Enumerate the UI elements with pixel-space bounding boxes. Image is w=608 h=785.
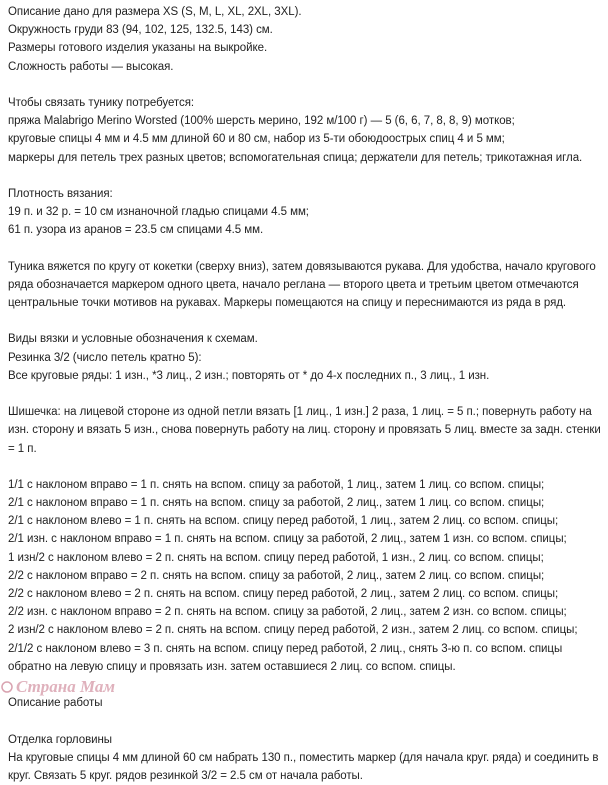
text-line: 1/1 с наклоном вправо = 1 п. снять на вспом. спицу за работой, 1 лиц., затем 1 лиц. со вспом. спицы; [8,478,545,491]
text-line: Шишечка: на лицевой стороне из одной петли вязать [1 лиц., 1 изн.] 2 раза, 1 лиц. = 5 п.; повернуть работу на [8,406,592,419]
section-heading: Отделка горловины [8,733,113,746]
text-line: 19 п. и 32 р. = 10 см изнаночной гладью спицами 4.5 мм; [8,206,309,219]
text-line: Окружность груди 83 (94, 102, 125, 132.5, 143) см. [8,24,273,37]
text-line: изн. сторону и вязать 5 изн., снова повернуть работу на лиц. сторону и провязать 5 лиц. вместе за задн. стенки [8,424,601,437]
text-line: 2/1 с наклоном вправо = 1 п. снять на вспом. спицу за работой, 2 лиц., затем 1 лиц. со вспом. спицы; [8,497,545,510]
section-heading: Описание работы [8,697,103,710]
text-line: 2/1/2 с наклоном влево = 3 п. снять на вспом. спицу перед работой, 2 лиц., снять 3-ю п. со вспом. спицы [8,642,563,655]
text-line: Все круговые ряды: 1 изн., *3 лиц., 2 изн.; повторять от * до 4-х последних п., 3 лиц., 1 изн. [8,369,490,382]
blank-line [8,385,606,403]
blank-line [8,712,606,730]
text-line: Резинка 3/2 (число петель кратно 5): [8,351,202,364]
watermark-text: Страна Мам [16,677,116,696]
document-body [8,3,606,785]
blank-line [8,458,606,476]
text-line: Сложность работы — высокая. [8,60,174,73]
text-line: 2 изн/2 с наклоном влево = 2 п. снять на вспом. спицу перед работой, 2 изн., затем 2 лиц. со вспом. спицы; [8,624,578,637]
text-line: пряжа Malabrigo Merino Worsted (100% шерсть мерино, 192 м/100 г) — 5 (6, 6, 7, 8, 8, 9) мотков; [8,115,515,128]
text-line: Описание дано для размера XS (S, M, L, XL, 2XL, 3XL). [8,6,302,18]
blank-line [8,167,606,185]
text-line: Туника вяжется по кругу от кокетки (сверху вниз), затем довязываются рукава. Для удобства, начало кругового [8,260,596,273]
text-line: центральные точки мотивов на рукавах. Маркеры помещаются на спицу и переснимаются из ряда в ряд. [8,297,567,309]
blank-line [8,312,606,330]
text-line: 61 п. узора из аранов = 23.5 см спицами 4.5 мм. [8,224,264,237]
blank-line [8,676,606,694]
text-line: круговые спицы 4 мм и 4.5 мм длиной 60 и 80 см, набор из 5-ти обоюдоострых спиц 4 и 5 мм; [8,133,505,146]
section-heading: Виды вязки и условные обозначения к схемам. [8,333,258,346]
text-line: 2/2 с наклоном влево = 2 п. снять на вспом. спицу перед работой, 2 лиц., затем 2 лиц. со вспом. спицы; [8,588,559,600]
text-line: 2/1 с наклоном влево = 1 п. снять на вспом. спицу перед работой, 1 лиц., затем 2 лиц. со вспом. спицы; [8,515,559,528]
text-line: обратно на левую спицу и провязать изн. затем оставшиеся 2 лиц. со вспом. спицы. [8,660,456,673]
text-line: Размеры готового изделия указаны на выкройке. [8,42,268,55]
text-line: На круговые спицы 4 мм длиной 60 см набрать 130 п., поместить маркер (для начала круг. ряда) и соединить в [8,751,599,764]
text-line: круг. Связать 5 круг. рядов резинкой 3/2 = 2.5 см от начала работы. [8,769,363,782]
text-line: маркеры для петель трех разных цветов; вспомогательная спица; держатели для петель; трикотажная игла. [8,151,583,164]
text-line: = 1 п. [8,442,37,455]
section-heading: Чтобы связать тунику потребуется: [8,96,195,109]
blank-line [8,76,606,94]
text-line: ряда обозначается маркером одного цвета, начало реглана — второго цвета и третьим цветом отмечаются [8,278,579,291]
blank-line [8,239,606,257]
text-line: 1 изн/2 с наклоном влево = 2 п. снять на вспом. спицу перед работой, 1 изн., 2 лиц. со вспом. спицы; [8,551,544,564]
text-line: 2/1 изн. с наклоном вправо = 1 п. снять на вспом. спицу за работой, 2 лиц., затем 1 изн. со вспом. спицы; [8,533,567,546]
text-line: 2/2 с наклоном вправо = 2 п. снять на вспом. спицу за работой, 2 лиц., затем 2 лиц. со вспом. спицы; [8,569,545,582]
text-line: 2/2 изн. с наклоном вправо = 2 п. снять на вспом. спицу за работой, 2 лиц., затем 2 изн. со вспом. спицы; [8,606,567,619]
section-heading: Плотность вязания: [8,187,113,200]
